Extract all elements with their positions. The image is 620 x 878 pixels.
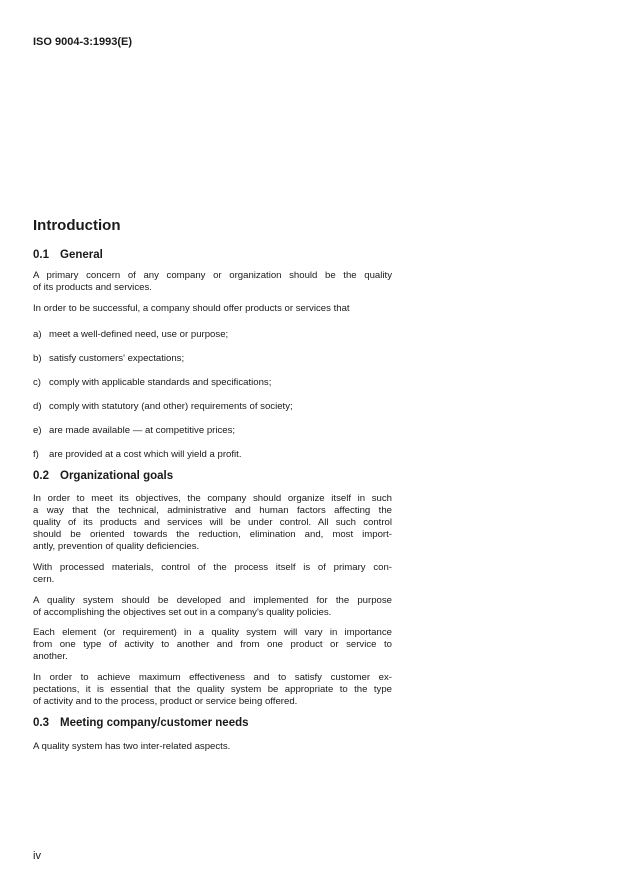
list-item — [33, 353, 184, 364]
list-item-label: b) — [33, 353, 42, 364]
paragraph-line: a way that the technical, administrative and human factors affecting the — [33, 505, 392, 516]
paragraph-line: With processed materials, control of the process itself is of primary con- — [33, 562, 392, 573]
page-title: Introduction — [33, 217, 121, 234]
list-item-label: d) — [33, 401, 42, 412]
section-heading-0-2 — [33, 470, 173, 482]
list-item — [33, 401, 293, 412]
list-item — [33, 425, 235, 436]
section-title: General — [60, 249, 103, 261]
section-heading-0-3 — [33, 717, 249, 729]
list-item — [33, 329, 228, 340]
list-item-label: a) — [33, 329, 42, 340]
paragraph-line: In order to achieve maximum effectiveness and to satisfy customer ex- — [33, 672, 392, 683]
paragraph-line: In order to be successful, a company should offer products or services that — [33, 303, 350, 314]
list-item-label: f) — [33, 449, 39, 460]
section-title: Meeting company/customer needs — [60, 717, 249, 729]
paragraph-line: of its products and services. — [33, 282, 152, 293]
list-item-label: e) — [33, 425, 42, 436]
page-number: iv — [33, 850, 41, 862]
section-heading-0-1 — [33, 249, 103, 261]
list-item-text: are made available — at competitive prices; — [49, 425, 236, 436]
paragraph-line: pectations, it is essential that the quality system be appropriate to the type — [33, 684, 392, 695]
list-item-text: comply with applicable standards and specifications; — [49, 377, 272, 388]
document-header: ISO 9004-3:1993(E) — [33, 36, 133, 48]
list-item — [33, 377, 271, 388]
list-item-text: comply with statutory (and other) requirements of society; — [49, 401, 293, 412]
list-item — [33, 449, 242, 460]
paragraph-line: from one type of activity to another and from one product or service to — [33, 639, 392, 650]
paragraph-line: of activity and to the process, product or service being offered. — [33, 696, 298, 707]
paragraph-line: of accomplishing the objectives set out in a company's quality policies. — [33, 607, 332, 618]
list-item-text: are provided at a cost which will yield a profit. — [49, 449, 242, 460]
section-title: Organizational goals — [60, 470, 174, 482]
section-number: 0.2 — [33, 470, 49, 482]
paragraph-line: A primary concern of any company or organization should be the quality — [33, 270, 392, 281]
paragraph-line: Each element (or requirement) in a quality system will vary in importance — [33, 627, 392, 638]
list-item-text: satisfy customers' expectations; — [49, 353, 185, 364]
paragraph-line: should be oriented towards the reduction, elimination and, most import- — [33, 529, 392, 540]
paragraph-line: quality of its products and services will be under control. All such control — [33, 517, 392, 528]
section-number: 0.1 — [33, 249, 49, 261]
paragraph-line: In order to meet its objectives, the company should organize itself in such — [33, 493, 392, 504]
paragraph-line: A quality system has two inter-related aspects. — [33, 741, 231, 752]
paragraph-line: another. — [33, 651, 68, 662]
paragraph-line: antly, prevention of quality deficiencies. — [33, 541, 200, 552]
paragraph-line: A quality system should be developed and implemented for the purpose — [33, 595, 392, 606]
list-item-label: c) — [33, 377, 41, 388]
section-number: 0.3 — [33, 717, 49, 729]
paragraph-line: cern. — [33, 574, 55, 585]
list-item-text: meet a well-defined need, use or purpose; — [49, 329, 229, 340]
